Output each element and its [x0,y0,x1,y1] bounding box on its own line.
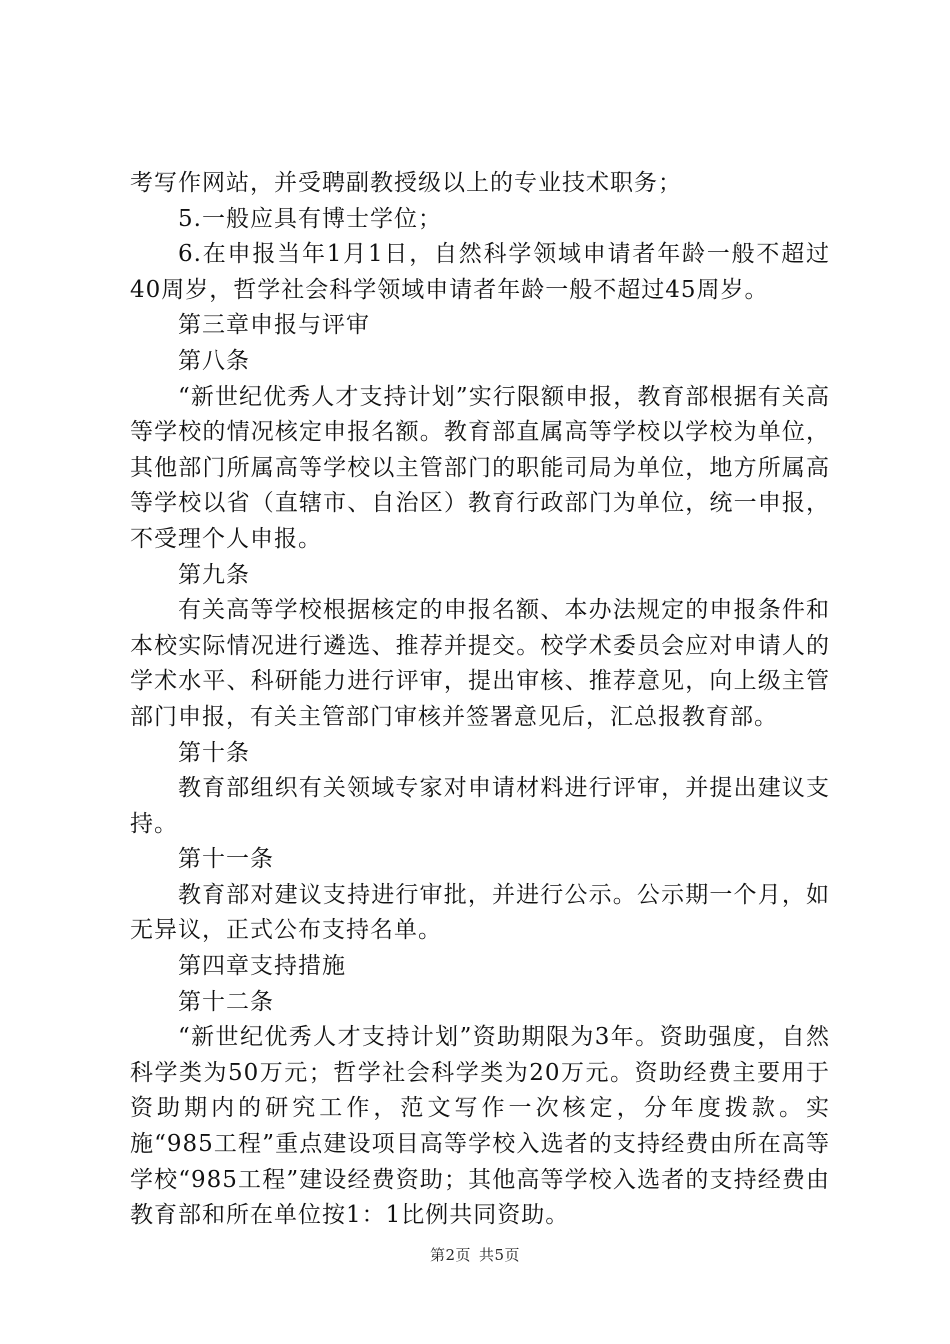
chapter-heading-3: 第三章申报与评审 [178,312,370,339]
paragraph-item-6: 6.在申报当年1月1日，自然科学领域申请者年龄一般不超过40周岁，哲学社会科学领域申请者年龄一般不超过45周岁。 [130,241,830,303]
document-body [130,166,830,1234]
paragraph-continuation: 考写作网站，并受聘副教授级以上的专业技术职务； [130,170,682,196]
page-number: 第2页 [429,1246,471,1264]
article-body-12: “新世纪优秀人才支持计划”资助期限为3年。资助强度，自然科学类为50万元；哲学社会科学类为20万元。资助经费主要用于资助期内的研究工作，范文写作一次核定，分年度拨款。实施“985工程”重点建设项目高等学校入选者的支持经费由所在高等学校“985工程”建设经费资助；其他高等学校入选者的支持经费由教育部和所在单位按1：1比例共同资助。 [130,1024,830,1229]
article-body-11: 教育部对建议支持进行审批，并进行公示。公示期一个月，如无异议，正式公布支持名单。 [130,881,830,944]
article-heading-8: 第八条 [178,347,250,374]
page-footer [0,1244,950,1265]
article-heading-12: 第十二条 [178,988,274,1015]
article-heading-11: 第十一条 [178,846,274,873]
article-heading-9: 第九条 [178,561,250,588]
article-body-10: 教育部组织有关领域专家对申请材料进行评审，并提出建议支持。 [130,775,830,837]
paragraph-item-5: 5.一般应具有博士学位； [178,205,442,232]
page-total: 共5页 [479,1246,521,1264]
chapter-heading-4: 第四章支持措施 [178,953,346,980]
article-body-8: “新世纪优秀人才支持计划”实行限额申报，教育部根据有关高等学校的情况核定申报名额。教育部直属高等学校以学校为单位，其他部门所属高等学校以主管部门的职能司局为单位，地方所属高等学校以省（直辖市、自治区）教育行政部门为单位，统一申报，不受理个人申报。 [130,383,830,552]
article-heading-10: 第十条 [178,739,250,766]
article-body-9: 有关高等学校根据核定的申报名额、本办法规定的申报条件和本校实际情况进行遴选、推荐并提交。校学术委员会应对申请人的学术水平、科研能力进行评审，提出审核、推荐意见，向上级主管部门申报，有关主管部门审核并签署意见后，汇总报教育部。 [130,597,830,730]
